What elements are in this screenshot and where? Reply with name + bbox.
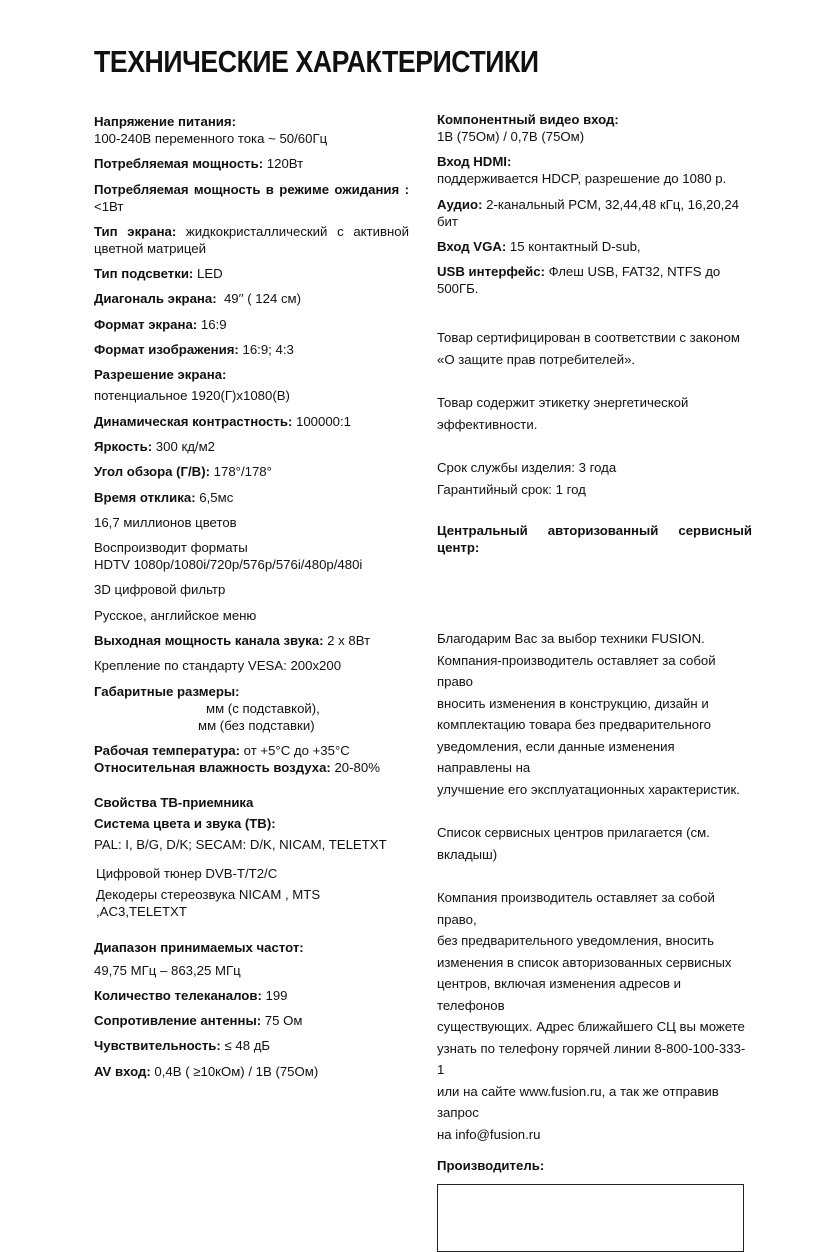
screen-type-value: жидкокристаллический с активной цветной матрицей — [94, 223, 409, 256]
resolution-value: потенциальное 1920(Г)x1080(В) — [94, 388, 290, 404]
channels-spec — [94, 987, 409, 1004]
antenna-value: 75 Ом — [261, 1013, 303, 1029]
power-spec — [94, 113, 409, 147]
manufacturer-box — [437, 1184, 744, 1252]
power-value: 100-240В переменного тока ~ 50/60Гц — [94, 131, 328, 146]
response-value: 6,5мс — [195, 489, 234, 505]
av-spec — [94, 1063, 409, 1080]
cert-line-1: Товар сертифицирован в соответствии с законом — [437, 330, 740, 346]
channels-value: 199 — [261, 987, 288, 1003]
filter-spec: 3D цифровой фильтр — [94, 582, 226, 598]
dimensions-label: Габаритные размеры: — [94, 683, 240, 699]
service-center-heading — [437, 522, 752, 556]
component-spec — [437, 111, 752, 145]
rights-line-5: существующих. Адрес ближайшего СЦ вы можете — [437, 1019, 745, 1035]
cert-line-2: «О защите прав потребителей». — [437, 351, 636, 367]
response-spec — [94, 489, 409, 506]
consumption-value: 120Вт — [263, 156, 304, 172]
usb-spec — [437, 263, 752, 297]
energy-label-text: Товар содержит этикетку энергетической эффективности. — [437, 395, 689, 432]
tuner-spec — [94, 865, 409, 920]
service-life: Срок службы изделия: 3 года — [437, 460, 617, 476]
standby-value: <1Вт — [94, 198, 124, 214]
freq-value: 49,75 МГц – 863,25 МГц — [94, 962, 241, 978]
vga-label: Вход VGA: — [437, 238, 507, 254]
backlight-value: LED — [193, 266, 223, 282]
consumption-spec — [94, 155, 409, 172]
audio-value: 2-канальный PCM, 32,44,48 кГц, 16,20,24 бит — [437, 196, 739, 229]
dimensions-with-stand: мм (с подставкой), — [206, 700, 320, 716]
specs-left-column — [94, 113, 409, 1088]
sensitivity-spec — [94, 1037, 409, 1054]
thanks-text — [437, 628, 752, 800]
tv-props-section — [94, 794, 409, 853]
standby-spec — [94, 181, 409, 215]
service-center-line-1: Центральный авторизованный сервисный — [437, 523, 752, 539]
backlight-spec — [94, 265, 409, 282]
sound-power-label: Выходная мощность канала звука: — [94, 633, 324, 649]
vga-value: 15 контактный D-sub, — [506, 238, 641, 254]
screen-type-label: Тип экрана: — [94, 223, 177, 239]
sound-power-value: 2 х 8Вт — [323, 633, 371, 649]
dimensions-spec — [94, 683, 409, 734]
component-value: 1В (75Ом) / 0,7В (75Ом) — [437, 129, 585, 144]
usb-label: USB интерфейс: — [437, 264, 545, 280]
thanks-line-3: вносить изменения в конструкцию, дизайн и — [437, 695, 709, 711]
brightness-value: 300 кд/м2 — [152, 438, 216, 454]
resolution-label: Разрешение экрана: — [94, 367, 227, 383]
response-label: Время отклика: — [94, 489, 196, 505]
angle-value: 178°/178° — [210, 464, 272, 480]
image-format-label: Формат изображения: — [94, 342, 239, 358]
environment-spec — [94, 742, 409, 776]
decoders: Декодеры стереозвука NICAM , MTS ,AC3,TELETXT — [96, 887, 321, 920]
thanks-line-2: Компания-производитель оставляет за собой право — [437, 652, 716, 690]
service-list-text: Список сервисных центров прилагается (см. вкладыш) — [437, 825, 710, 862]
aspect-label: Формат экрана: — [94, 316, 198, 332]
dimensions-without-stand: мм (без подставки) — [198, 717, 315, 733]
angle-label: Угол обзора (Г/В): — [94, 464, 210, 480]
colors-spec: 16,7 миллионов цветов — [94, 514, 237, 530]
service-life-text — [437, 457, 752, 500]
brightness-spec — [94, 438, 409, 455]
hdmi-label: Вход HDMI: — [437, 154, 512, 170]
rights-line-7: или на сайте www.fusion.ru, а так же отправив запрос — [437, 1083, 719, 1121]
warranty: Гарантийный срок: 1 год — [437, 481, 586, 497]
contrast-value: 100000:1 — [292, 413, 352, 429]
vga-spec — [437, 238, 752, 255]
diagonal-spec — [94, 290, 409, 307]
usb-value: Флеш USB, FAT32, NTFS до 500ГБ. — [437, 264, 721, 297]
temp-label: Рабочая температура: — [94, 742, 240, 758]
hdmi-spec — [437, 153, 752, 187]
contrast-label: Динамическая контрастность: — [94, 413, 293, 429]
thanks-line-1: Благодарим Вас за выбор техники FUSION. — [437, 631, 705, 647]
service-center-line-2: центр: — [437, 540, 480, 556]
antenna-label: Сопротивление антенны: — [94, 1013, 262, 1029]
antenna-spec — [94, 1012, 409, 1029]
audio-spec — [437, 196, 752, 230]
rights-line-2: без предварительного уведомления, вносить — [437, 933, 714, 949]
power-label: Напряжение питания: — [94, 114, 237, 129]
channels-label: Количество телеканалов: — [94, 987, 262, 1003]
consumption-label: Потребляемая мощность: — [94, 156, 264, 172]
manufacturer-label: Производитель: — [437, 1158, 545, 1174]
page-title: ТЕХНИЧЕСКИЕ ХАРАКТЕРИСТИКИ — [94, 44, 539, 79]
image-format-spec — [94, 341, 409, 358]
diagonal-value: 49′′ ( 124 см) — [216, 291, 302, 307]
aspect-spec — [94, 316, 409, 333]
freq-label: Диапазон принимаемых частот: — [94, 939, 304, 955]
angle-spec — [94, 463, 409, 480]
color-system-value: PAL: I, B/G, D/K; SECAM: D/K, NICAM, TELETXT — [94, 837, 387, 853]
hdmi-value: поддерживается HDCP, разрешение до 1080 р. — [437, 171, 727, 187]
rights-line-4: центров, включая изменения адресов и телефонов — [437, 976, 681, 1013]
aspect-value: 16:9 — [197, 316, 227, 332]
formats-line-2: HDTV 1080p/1080i/720p/576p/576i/480p/480i — [94, 557, 363, 573]
formats-line-1: Воспроизводит форматы — [94, 540, 248, 556]
resolution-spec — [94, 366, 409, 404]
rights-text — [437, 887, 752, 1145]
component-label: Компонентный видео вход: — [437, 112, 619, 127]
certification-text — [437, 327, 752, 370]
rights-line-1: Компания производитель оставляет за собой право, — [437, 890, 715, 927]
menu-spec: Русское, английское меню — [94, 607, 257, 623]
thanks-line-4: комплектацию товара без предварительного — [437, 717, 711, 733]
brightness-label: Яркость: — [94, 438, 153, 454]
image-format-value: 16:9; 4:3 — [238, 342, 294, 358]
screen-type-spec — [94, 223, 409, 257]
contrast-spec — [94, 413, 409, 430]
tuner: Цифровой тюнер DVB-T/T2/C — [96, 866, 278, 882]
rights-line-6: узнать по телефону горячей линии 8-800-100-333-1 — [437, 1040, 746, 1078]
thanks-line-6: улучшение его эксплуатационных характеристик. — [437, 781, 740, 797]
tv-props-label: Свойства ТВ-приемника — [94, 795, 254, 811]
specs-right-column — [437, 111, 752, 1252]
temp-value: от +5°С до +35°С — [239, 742, 350, 758]
standby-label: Потребляемая мощность в режиме ожидания : — [94, 181, 409, 197]
vesa-spec: Крепление по стандарту VESA: 200x200 — [94, 658, 342, 674]
av-label: AV вход: — [94, 1063, 151, 1079]
rights-line-3: изменения в список авторизованных сервисных — [437, 954, 732, 970]
backlight-label: Тип подсветки: — [94, 266, 194, 282]
sound-power-spec — [94, 632, 409, 649]
av-value: 0,4В ( ≥10кОм) / 1В (75Ом) — [150, 1063, 319, 1079]
humidity-value: 20-80% — [330, 759, 380, 775]
sensitivity-value: ≤ 48 дБ — [220, 1038, 271, 1054]
thanks-line-5: уведомления, если данные изменения направлены на — [437, 738, 675, 776]
formats-spec — [94, 539, 409, 573]
audio-label: Аудио: — [437, 196, 483, 212]
humidity-label: Относительная влажность воздуха: — [94, 759, 331, 775]
sensitivity-label: Чувствительность: — [94, 1038, 221, 1054]
color-system-label: Система цвета и звука (ТВ): — [94, 816, 276, 832]
diagonal-label: Диагональ экрана: — [94, 291, 217, 307]
freq-spec — [94, 939, 409, 979]
rights-line-8: на info@fusion.ru — [437, 1126, 541, 1142]
